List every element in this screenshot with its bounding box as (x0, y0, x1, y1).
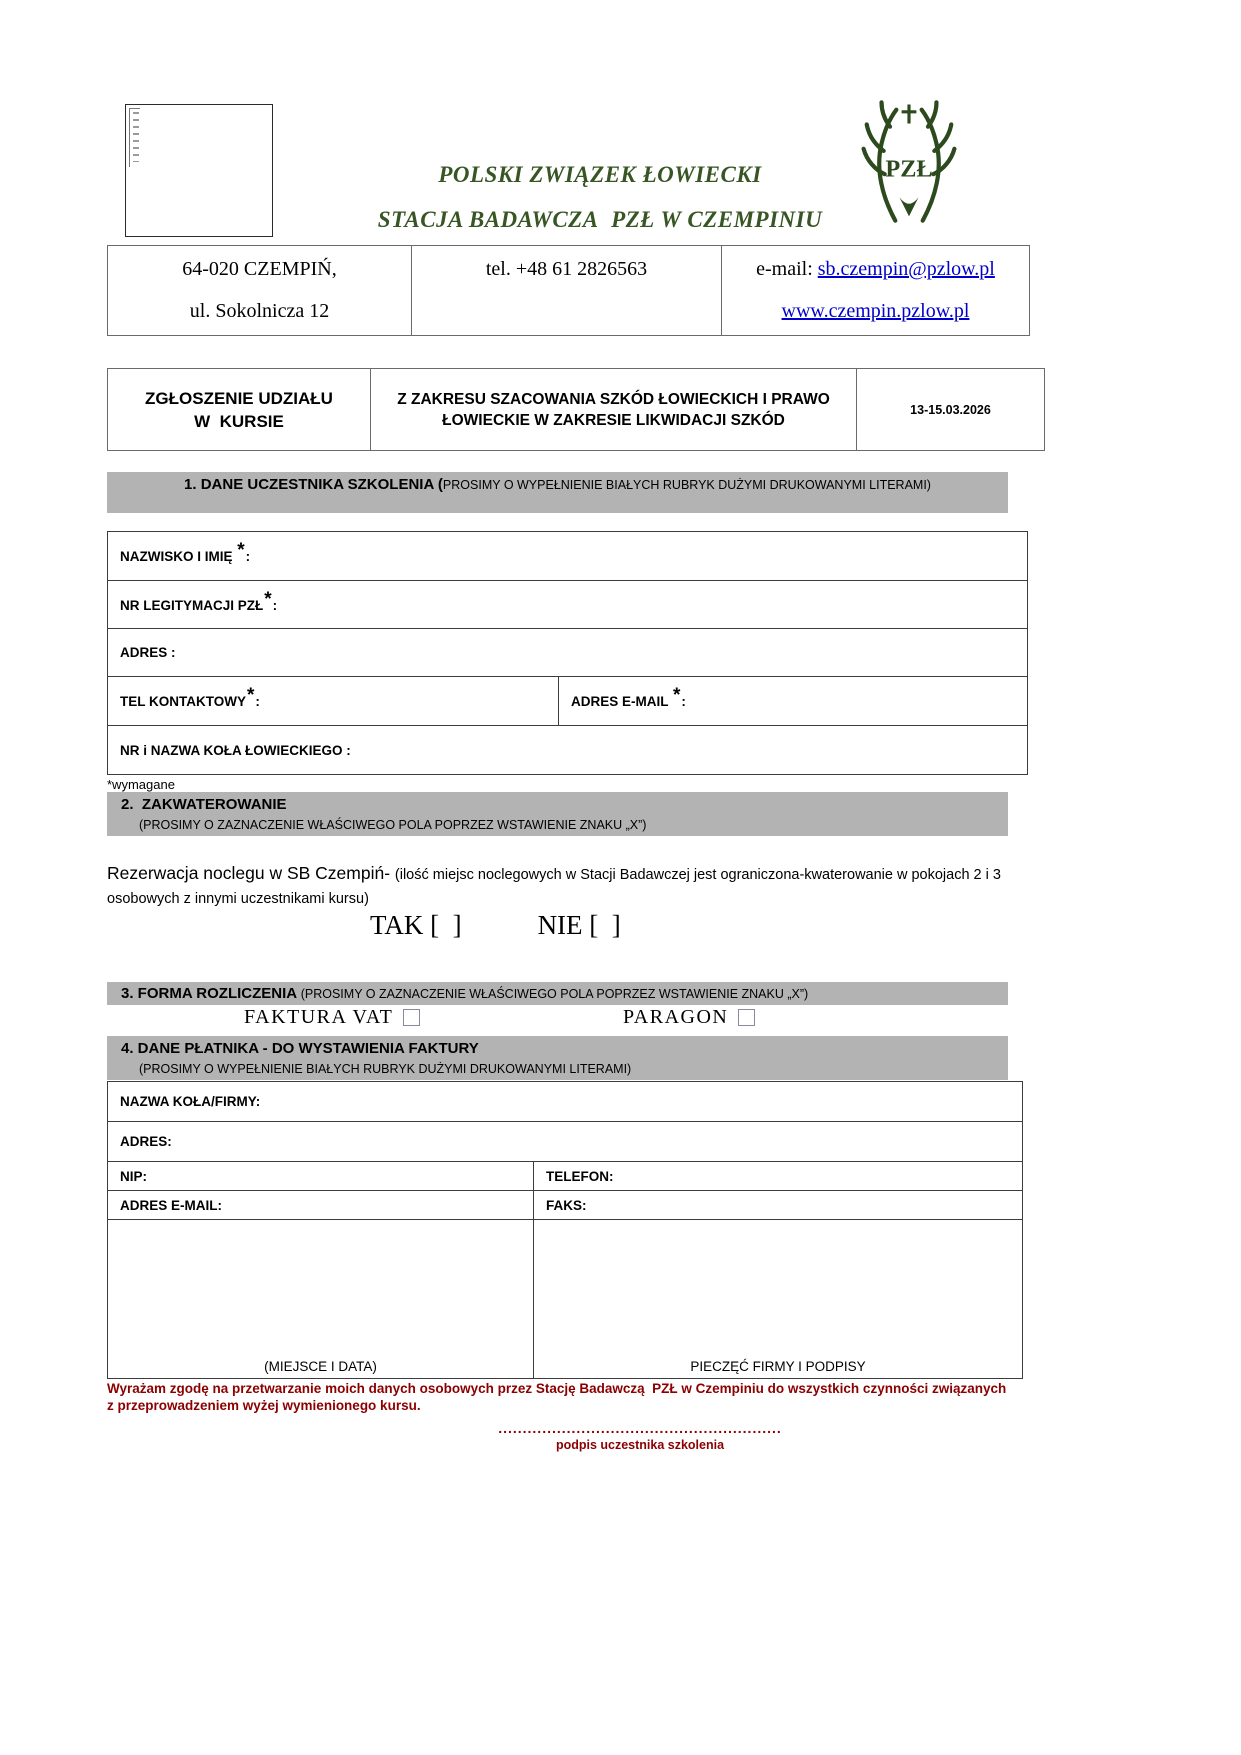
section4-header (107, 1036, 1008, 1080)
label-text: NR LEGITYMACJI PZŁ (120, 597, 264, 613)
contact-phone-cell (411, 246, 721, 335)
application-title-line1: ZGŁOSZENIE UDZIAŁU (145, 388, 333, 408)
reservation-paragraph (107, 861, 1035, 911)
station-name: STACJA BADAWCZA PZŁ W CZEMPINIU (377, 207, 823, 232)
pzl-logo (850, 96, 968, 228)
participant-table (107, 531, 1028, 775)
required-star: * (237, 540, 245, 561)
place-date-caption: (MIEJSCE I DATA) (264, 1359, 377, 1374)
field-label (108, 685, 260, 712)
course-name-cell (370, 369, 856, 450)
section3-header (107, 982, 1008, 1005)
field-telefon[interactable] (534, 1162, 1022, 1190)
field-adres[interactable] (108, 629, 1027, 677)
colon: : (272, 597, 278, 613)
colon: : (681, 694, 686, 709)
signature-dotted-line: .......................................................... (498, 1421, 782, 1435)
field-label: ADRES: (120, 1134, 172, 1149)
reservation-note: (ilość miejsc noclegowych w Stacji Badawczej jest ograniczona-kwaterowanie w pokojach 2 i 3 osobowych z innymi uczestnikami kursu) (107, 867, 1001, 907)
payer-table (107, 1081, 1023, 1379)
field-label: NIP: (120, 1168, 147, 1184)
website-link[interactable]: www.czempin.pzlow.pl (781, 300, 970, 322)
reservation-main: Rezerwacja noclegu w SB Czempiń- (107, 863, 395, 883)
contact-online-cell (721, 246, 1029, 335)
deer-skull-shape (899, 197, 918, 216)
email-link[interactable]: sb.czempin@pzlow.pl (817, 258, 995, 280)
invoice-option[interactable] (244, 1006, 420, 1029)
missing-image-placeholder (129, 108, 140, 167)
place-date-cell[interactable] (108, 1220, 534, 1378)
field-payer-email[interactable] (108, 1191, 534, 1219)
signature-label: podpis uczestnika szkolenia (555, 1438, 725, 1452)
field-nazwa-firmy[interactable] (108, 1082, 1022, 1122)
field-kolo-lowieckie[interactable] (108, 726, 1027, 774)
contact-fields-row (108, 677, 1027, 726)
application-title-line2: W KURSIE (194, 411, 284, 431)
contact-table (107, 245, 1030, 336)
payment-options (107, 1006, 1028, 1036)
photo-box (125, 104, 273, 237)
section4-title: 4. DANE PŁATNIKA - DO WYSTAWIENIA FAKTURY (121, 1040, 479, 1057)
field-nazwisko-imie[interactable] (108, 532, 1027, 581)
field-faks[interactable] (534, 1191, 1022, 1219)
receipt-checkbox[interactable] (738, 1009, 755, 1026)
course-table (107, 368, 1045, 451)
receipt-label: PARAGON (623, 1006, 729, 1028)
field-label (108, 540, 251, 567)
receipt-option[interactable] (623, 1006, 755, 1029)
contact-address-cell (108, 246, 411, 335)
label-text: TEL KONTAKTOWY (120, 694, 246, 709)
field-label: FAKS: (546, 1197, 587, 1213)
signature-area-row (108, 1220, 1022, 1378)
contact-city: 64-020 CZEMPIŃ, (182, 258, 337, 280)
field-label: TELEFON: (546, 1168, 614, 1184)
required-star: * (673, 685, 681, 706)
section1-note: PROSIMY O WYPEŁNIENIE BIAŁYCH RUBRYK DUŻYMI DRUKOWANYMI LITERAMI) (442, 478, 931, 492)
field-tel-kontaktowy[interactable] (108, 677, 559, 725)
required-star: * (247, 685, 255, 706)
field-label: ADRES : (120, 645, 176, 660)
yes-checkbox[interactable]: TAK [ ] (370, 910, 462, 940)
consent-statement: Wyrażam zgodę na przetwarzanie moich danych osobowych przez Stację Badawczą PZŁ w Czempiniu do wszystkich czynności związanych z przeprowadzeniem wyżej wymienionego kursu. (107, 1381, 1007, 1413)
section2-header (107, 792, 1008, 836)
field-nip[interactable] (108, 1162, 534, 1190)
participant-signature (440, 1421, 840, 1452)
colon: : (245, 549, 251, 564)
contact-street: ul. Sokolnicza 12 (189, 300, 330, 322)
nip-telefon-row (108, 1162, 1022, 1191)
section3-title: 3. FORMA ROZLICZENIA (121, 985, 301, 1002)
label-text: ADRES E-MAIL (571, 694, 673, 709)
section4-note: (PROSIMY O WYPEŁNIENIE BIAŁYCH RUBRYK DUŻYMI DRUKOWANYMI LITERAMI) (139, 1062, 632, 1076)
field-nr-legitymacji[interactable] (108, 581, 1027, 629)
field-label (559, 685, 686, 712)
stamp-signature-caption: PIECZĘĆ FIRMY I PODPISY (690, 1359, 866, 1374)
section1-header (107, 472, 1008, 513)
application-title-cell (108, 369, 370, 450)
required-note: *wymagane (107, 777, 175, 792)
organization-name: POLSKI ZWIĄZEK ŁOWIECKI (438, 162, 762, 187)
logo-text: PZŁ (885, 155, 933, 183)
label-text: NAZWISKO I IMIĘ (120, 549, 237, 564)
missing-image-placeholder-lines (133, 112, 139, 162)
field-label: NR i NAZWA KOŁA ŁOWIECKIEGO : (120, 742, 351, 758)
section2-title: 2. ZAKWATEROWANIE (121, 796, 287, 813)
field-payer-adres[interactable] (108, 1122, 1022, 1162)
invoice-checkbox[interactable] (403, 1009, 420, 1026)
section1-title: 1. DANE UCZESTNIKA SZKOLENIA ( (184, 476, 443, 493)
course-date: 13-15.03.2026 (910, 402, 991, 417)
invoice-label: FAKTURA VAT (244, 1006, 394, 1028)
field-label: NAZWA KOŁA/FIRMY: (120, 1094, 261, 1109)
course-date-cell (856, 369, 1044, 450)
section2-note: (PROSIMY O ZAZNACZENIE WŁAŚCIWEGO POLA POPRZEZ WSTAWIENIE ZNAKU „X”) (139, 818, 647, 832)
course-name: Z ZAKRESU SZACOWANIA SZKÓD ŁOWIECKICH I PRAWO ŁOWIECKIE W ZAKRESIE LIKWIDACJI SZKÓD (397, 390, 830, 429)
stamp-signature-cell[interactable] (534, 1220, 1022, 1378)
accommodation-choice (370, 910, 621, 941)
field-adres-email[interactable] (559, 677, 1027, 725)
section3-note: (PROSIMY O ZAZNACZENIE WŁAŚCIWEGO POLA POPRZEZ WSTAWIENIE ZNAKU „X”) (300, 987, 809, 1001)
field-label: ADRES E-MAIL: (120, 1197, 222, 1213)
required-star: * (264, 588, 272, 610)
no-checkbox[interactable]: NIE [ ] (537, 910, 621, 940)
field-label (108, 588, 278, 616)
email-faks-row (108, 1191, 1022, 1220)
contact-email-line (722, 248, 1029, 290)
contact-phone: tel. +48 61 2826563 (485, 258, 648, 280)
colon: : (255, 694, 260, 709)
organization-titles (270, 152, 933, 242)
antlers-logo-icon (850, 96, 968, 228)
email-label: e-mail: (756, 258, 818, 280)
